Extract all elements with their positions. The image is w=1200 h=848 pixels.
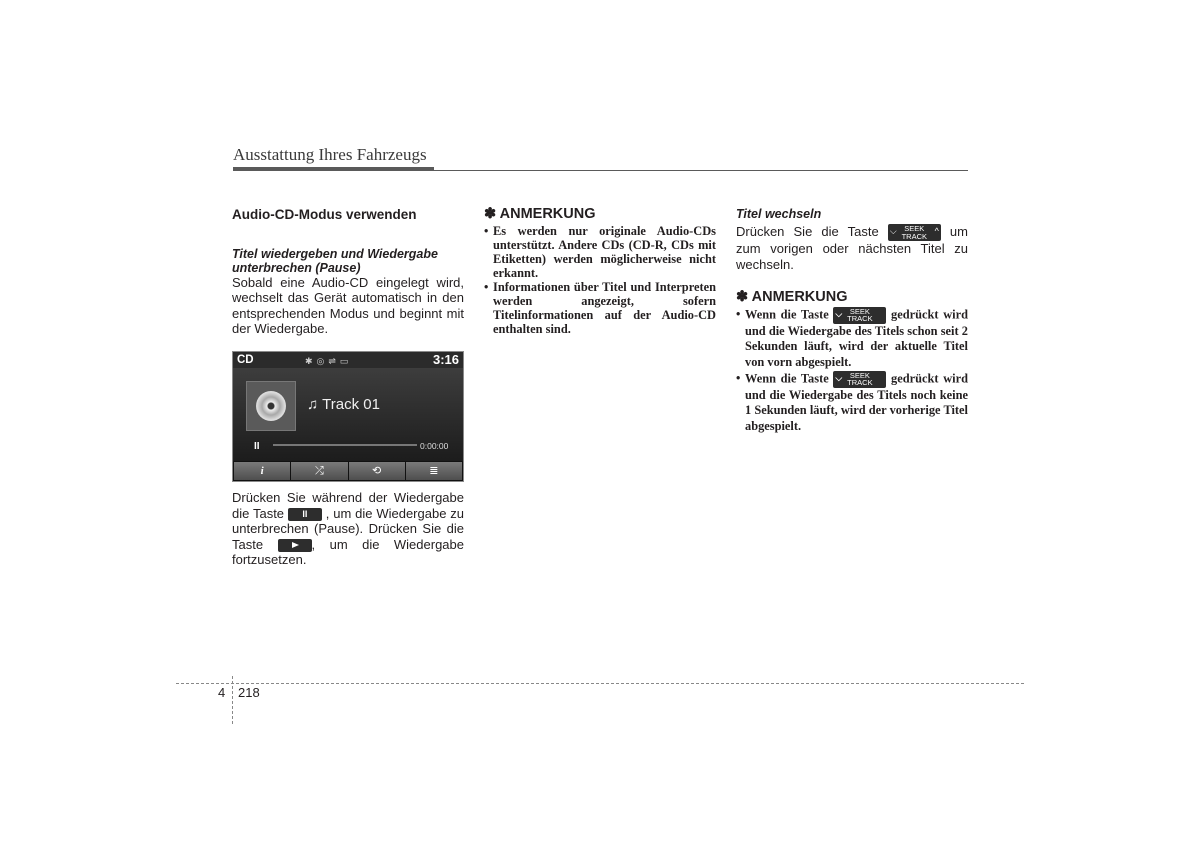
note-list	[484, 224, 716, 336]
screen-clock: 3:16	[432, 351, 459, 367]
note-item: • Es werden nur originale Audio-CDs unterstützt. Andere CDs (CD-R, CDs mit Etiketten) werden möglicherweise nicht erkannt.	[484, 224, 716, 280]
pause-text-2: , um die Wiedergabe zu unterbrechen (Pause). Drücken Sie die Taste	[232, 505, 465, 552]
note2-text-1: Wenn die Taste	[745, 370, 829, 385]
seek-track-button-icon	[888, 224, 941, 241]
seek-label: SEEK	[849, 370, 870, 380]
note-heading: ✽ ANMERKUNG	[484, 206, 596, 222]
intro-paragraph: Sobald eine Audio-CD eingelegt wird, wechselt das Gerät automatisch in den entsprechenden Modus und beginnt mit der Wiedergabe.	[232, 274, 464, 337]
section-heading: Audio-CD-Modus verwenden	[232, 207, 417, 222]
track-label: TRACK	[901, 231, 928, 241]
footer-dashed-rule	[176, 683, 1024, 684]
chevron-down-icon: ⌵	[835, 372, 843, 383]
seek-track-button-icon	[833, 307, 886, 324]
header-rule-thick	[233, 167, 434, 171]
seek-track-button-icon	[833, 371, 886, 388]
progress-bar	[273, 444, 417, 446]
header-rule-thin	[434, 170, 968, 171]
pause-button-icon: II	[288, 508, 322, 521]
seek-label: SEEK	[849, 306, 870, 316]
pause-instructions	[232, 490, 464, 568]
running-header: Ausstattung Ihres Fahrzeugs	[233, 145, 427, 164]
note-item	[736, 307, 968, 371]
screen-button-bar	[233, 461, 463, 481]
chapter-number: 4	[218, 685, 226, 700]
page-number: 218	[238, 685, 260, 700]
chevron-up-icon: ^	[934, 226, 939, 237]
pause-text-1: Drücken Sie während der Wiedergabe die Taste	[232, 489, 464, 521]
seek-label: SEEK	[904, 224, 925, 234]
chevron-down-icon: ⌵	[889, 226, 897, 237]
right-column	[736, 207, 968, 434]
cd-screen-image	[232, 351, 464, 482]
pause-text-3: , um die Wiedergabe fortzusetzen.	[232, 536, 464, 568]
track-title: ♫ Track 01	[307, 395, 380, 413]
change-track-text-1: Drücken Sie die Taste	[736, 224, 879, 239]
screen-status-bar	[233, 352, 463, 368]
play-button-icon	[278, 539, 312, 552]
repeat-icon: ⟲	[349, 462, 405, 480]
note1-text-2: gedrückt wird und die Wiedergabe des Titels schon seit 2 Sekunden läuft, wird der aktuelle Titel von vorn abgespielt.	[745, 307, 968, 370]
note1-text-1: Wenn die Taste	[745, 307, 829, 322]
note-item: • Informationen über Titel und Interpreten werden angezeigt, sofern Titelinformationen auf der Audio-CD enthalten sind.	[484, 280, 716, 336]
list-icon: ≣	[406, 462, 462, 480]
screen-mode-label: CD	[237, 353, 254, 366]
track-label: TRACK	[847, 378, 873, 388]
note-item	[736, 371, 968, 435]
disc-icon	[256, 391, 286, 421]
note-heading-2: ✽ ANMERKUNG	[736, 289, 848, 306]
change-track-paragraph	[736, 224, 968, 272]
shuffle-icon: ⤮	[291, 462, 347, 480]
screen-main-area	[233, 368, 463, 462]
change-track-text-2: um zum vorigen oder nächsten Titel zu wechseln.	[736, 224, 968, 272]
status-icons: ✱◎⇌▭	[305, 355, 353, 366]
info-icon: i	[234, 462, 290, 480]
note2-text-2: gedrückt wird und die Wiedergabe des Titels noch keine 1 Sekunden läuft, wird der vorherige Titel abgespielt.	[745, 370, 968, 433]
chevron-down-icon: ⌵	[835, 308, 843, 319]
screen-pause-icon: II	[254, 440, 260, 452]
footer-vertical-rule	[232, 676, 233, 724]
note-list-2	[736, 307, 968, 435]
elapsed-time: 0:00:00	[420, 440, 449, 451]
cd-cover-icon	[246, 381, 296, 431]
subheading-change-track: Titel wechseln	[736, 207, 822, 221]
left-column	[232, 207, 464, 568]
subheading-play-pause: Titel wiedergeben und Wiedergabe unterbrechen (Pause)	[232, 246, 438, 275]
track-label: TRACK	[847, 314, 873, 324]
middle-column	[484, 207, 716, 336]
